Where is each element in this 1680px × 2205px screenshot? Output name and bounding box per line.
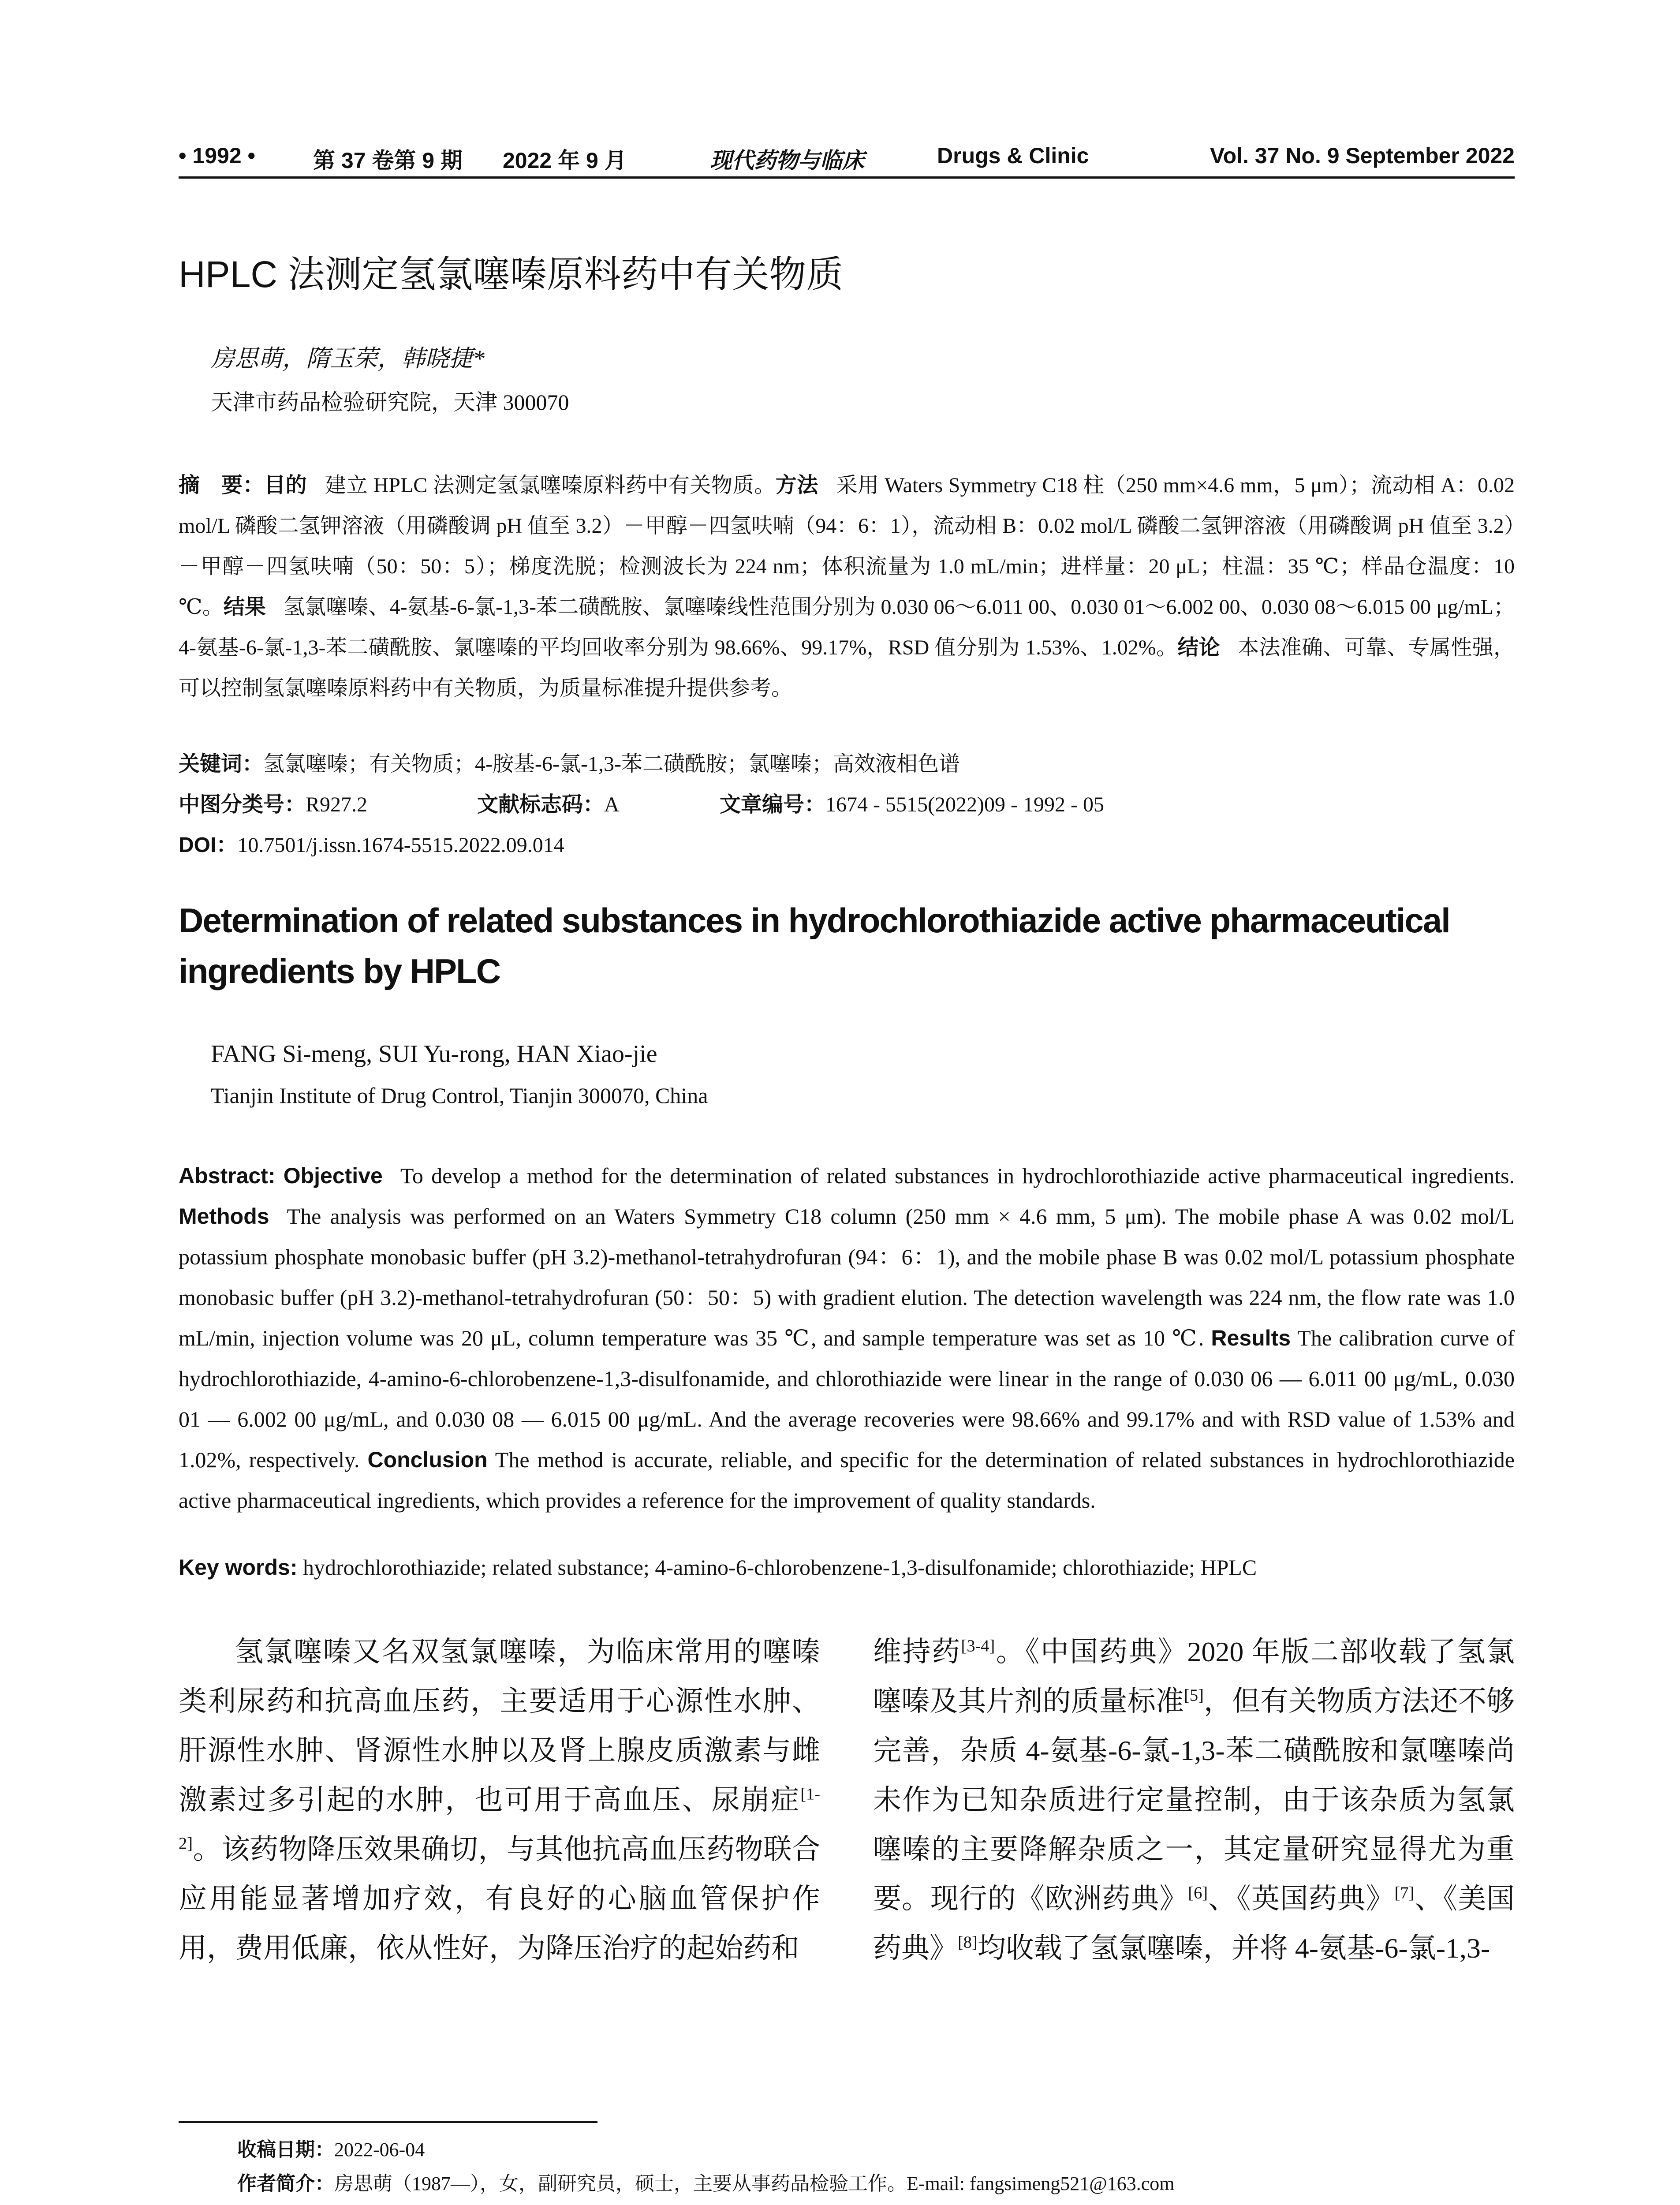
conclusion-en: The method is accurate, reliable, and specific for the determination of related substances in hydrochlorothiazide active pharmaceutical ingredients, which provides a reference for the improvement of quality standards.	[179, 1447, 1515, 1513]
citation: [6]	[1188, 1884, 1208, 1902]
keywords-en-text: hydrochlorothiazide; related substance; 4-amino-6-chlorobenzene-1,3-disulfonamide; chlorothiazide; HPLC	[303, 1555, 1257, 1580]
citation: [8]	[958, 1933, 978, 1952]
issue-en: Vol. 37 No. 9 September 2022	[1210, 143, 1515, 168]
footnote-received: 收稿日期：2022-06-04	[237, 2139, 425, 2160]
abstract-en-label: Abstract:	[179, 1163, 276, 1188]
body-column-right: 维持药[3-4]。《中国药典》2020 年版二部收载了氢氯噻嗪及其片剂的质量标准[5]，但有关物质方法还不够完善，杂质 4-氨基-6-氯-1,3-苯二磺酰胺和氯噻嗪尚未作为已知杂质进行定量控制，由于该杂质为氢氯噻嗪的主要降解杂质之一，其定量研究显得尤为重要。现行的《欧洲药典》[6]、《英国药典》[7]、《美国药典》[8]均收载了氢氯噻嗪，并将 4-氨基-6-氯-1,3-	[873, 1636, 1515, 1964]
methods-cn: 采用 Waters Symmetry C18 柱（250 mm×4.6 mm，5 μm）；流动相 A：0.02 mol/L 磷酸二氢钾溶液（用磷酸调 pH 值至 3.2）－甲醇－四氢呋喃（94：6：1），流动相 B：0.02 mol/L 磷酸二氢钾溶液（用磷酸调 pH 值至 3.2）－甲醇－四氢呋喃（50：50：5）；梯度洗脱；检测波长为 224 nm；体积流量为 1.0 mL/min；进样量：20 μL；柱温：35 ℃；样品仓温度：10 ℃。	[179, 474, 1515, 619]
objective-cn: 建立 HPLC 法测定氢氯噻嗪原料药中有关物质。	[325, 474, 776, 497]
keywords-cn	[179, 747, 960, 777]
authors-cn: 房思萌，隋玉荣，韩晓捷*	[211, 345, 485, 372]
clc-number: 中图分类号：R927.2	[179, 793, 368, 816]
citation: [3-4]	[961, 1637, 995, 1656]
methods-cn-label: 方法	[775, 474, 818, 497]
citation: [7]	[1394, 1884, 1415, 1902]
footnote-author: 作者简介：房思萌（1987—），女，副研究员，硕士，主要从事药品检验工作。E-mail: fangsimeng521@163.com	[237, 2173, 1175, 2194]
page-number: • 1992 •	[179, 143, 256, 168]
journal-name-cn: 现代药物与临床	[710, 148, 864, 173]
results-cn-label: 结果	[223, 595, 266, 619]
keywords-cn-label: 关键词：	[179, 752, 264, 776]
objective-en: To develop a method for the determination of related substances in hydrochlorothiazide active pharmaceutical ingredients.	[400, 1163, 1515, 1188]
results-en-label: Results	[1211, 1326, 1291, 1350]
affiliation-cn: 天津市药品检验研究院，天津 300070	[211, 390, 569, 415]
results-en: The calibration curve of hydrochlorothiazide, 4-amino-6-chlorobenzene-1,3-disulfonamide, and chlorothiazide were linear in the range of 0.030 06 — 6.011 00 μg/mL, 0.030 01 — 6.002 00 μg/mL, and 0.030 08 — 6.015 00 μg/mL. And the average recoveries were 98.66% and 99.17% and with RSD value of 1.53% and 1.02%, respectively.	[179, 1326, 1515, 1472]
doi-label: DOI：	[179, 833, 238, 857]
title-cn: HPLC 法测定氢氯噻嗪原料药中有关物质	[179, 254, 844, 295]
document-code: 文献标志码：A	[477, 793, 620, 816]
methods-en-label: Methods	[179, 1204, 269, 1229]
objective-cn-label: 目的	[264, 474, 307, 497]
doi-value: 10.7501/j.issn.1674-5515.2022.09.014	[237, 833, 564, 857]
results-cn: 氢氯噻嗪、4-氨基-6-氯-1,3-苯二磺酰胺、氯噻嗪线性范围分别为 0.030 06～6.011 00、0.030 01～6.002 00、0.030 08～6.015 00 μg/mL；4-氨基-6-氯-1,3-苯二磺酰胺、氯噻嗪的平均回收率分别为 98.66%、99.17%，RSD 值分别为 1.53%、1.02%。	[179, 595, 1515, 659]
affiliation-en: Tianjin Institute of Drug Control, Tianjin 300070, China	[211, 1083, 708, 1108]
keywords-en-label: Key words:	[179, 1555, 298, 1580]
doi	[179, 828, 564, 858]
issue-cn: 第 37 卷第 9 期	[313, 148, 463, 173]
authors-en: FANG Si-meng, SUI Yu-rong, HAN Xiao-jie	[211, 1040, 657, 1068]
header-rule	[179, 176, 1515, 179]
objective-en-label: Objective	[283, 1163, 383, 1188]
abstract-en	[179, 1155, 1515, 1521]
running-header	[179, 140, 1515, 176]
footnote-rule	[179, 2121, 597, 2123]
keywords-en	[179, 1555, 1515, 1580]
citation: [5]	[1184, 1686, 1204, 1705]
conclusion-cn: 本法准确、可靠、专属性强，可以控制氢氯噻嗪原料药中有关物质，为质量标准提升提供参考。	[179, 636, 1515, 700]
conclusion-cn-label: 结论	[1177, 636, 1220, 659]
article-number: 文章编号：1674 - 5515(2022)09 - 1992 - 05	[720, 793, 1104, 816]
methods-en: The analysis was performed on an Waters Symmetry C18 column (250 mm × 4.6 mm, 5 μm). The mobile phase A was 0.02 mol/L potassium phosphate monobasic buffer (pH 3.2)-methanol-tetrahydrofuran (94：6：1), and the mobile phase B was 0.02 mol/L potassium phosphate monobasic buffer (pH 3.2)-methanol-tetrahydrofuran (50：50：5) with gradient elution. The detection wavelength was 224 nm, the flow rate was 1.0 mL/min, injection volume was 20 μL, column temperature was 35 ℃, and sample temperature was set as 10 ℃.	[179, 1204, 1515, 1350]
date-cn: 2022 年 9 月	[503, 148, 627, 173]
conclusion-en-label: Conclusion	[367, 1447, 488, 1472]
abstract-cn	[179, 465, 1515, 709]
body-column-left: 氢氯噻嗪又名双氢氯噻嗪，为临床常用的噻嗪类利尿药和抗高血压药，主要适用于心源性水肿、肝源性水肿、肾源性水肿以及肾上腺皮质激素与雌激素过多引起的水肿，也可用于高血压、尿崩症[1-2]。该药物降压效果确切，与其他抗高血压药物联合应用能显著增加疗效，有良好的心脑血管保护作用，费用低廉，依从性好，为降压治疗的起始药和	[179, 1636, 820, 1964]
journal-name-en: Drugs & Clinic	[937, 143, 1089, 168]
abstract-cn-label: 摘 要：	[179, 474, 265, 497]
citation: [1-2]	[179, 1785, 820, 1853]
footnote-corresponding	[237, 2201, 1291, 2205]
keywords-cn-text: 氢氯噻嗪；有关物质；4-胺基-6-氯-1,3-苯二磺酰胺；氯噻嗪；高效液相色谱	[263, 752, 960, 776]
title-en: Determination of related substances in hydrochlorothiazide active pharmaceutical ingredients by HPLC	[179, 901, 1450, 990]
